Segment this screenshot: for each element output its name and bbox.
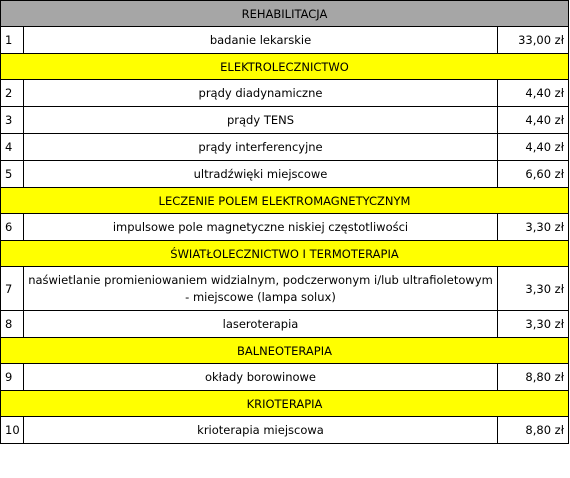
- item-name-cell: ultradźwięki miejscowe: [24, 161, 498, 188]
- item-number-cell: 8: [1, 311, 24, 338]
- item-price-cell: 4,40 zł: [498, 107, 569, 134]
- table-title-row: [1, 1, 569, 27]
- section-header-label: BALNEOTERAPIA: [1, 338, 569, 364]
- item-number-cell: 5: [1, 161, 24, 188]
- table-row: [1, 417, 569, 444]
- item-name-cell: naświetlanie promieniowaniem widzialnym, podczerwonym i/lub ultrafioletowym - miejscowe (lampa solux): [24, 267, 498, 311]
- table-row: [1, 161, 569, 188]
- table-row: [1, 27, 569, 54]
- item-price-cell: 3,30 zł: [498, 214, 569, 241]
- item-number-cell: 4: [1, 134, 24, 161]
- table-row: [1, 267, 569, 311]
- item-price-cell: 4,40 zł: [498, 80, 569, 107]
- item-number-cell: 7: [1, 267, 24, 311]
- item-price-cell: 8,80 zł: [498, 417, 569, 444]
- item-number-cell: 2: [1, 80, 24, 107]
- item-number-cell: 9: [1, 364, 24, 391]
- table-row: [1, 311, 569, 338]
- item-number-cell: 6: [1, 214, 24, 241]
- item-name-cell: krioterapia miejscowa: [24, 417, 498, 444]
- item-name-cell: prądy TENS: [24, 107, 498, 134]
- table-row: [1, 134, 569, 161]
- section-header-row: [1, 54, 569, 80]
- item-price-cell: 33,00 zł: [498, 27, 569, 54]
- item-name-cell: laseroterapia: [24, 311, 498, 338]
- item-number-cell: 10: [1, 417, 24, 444]
- section-header-row: [1, 338, 569, 364]
- table-title: REHABILITACJA: [1, 1, 569, 27]
- table-row: [1, 80, 569, 107]
- section-header-row: [1, 241, 569, 267]
- item-number-cell: 3: [1, 107, 24, 134]
- section-header-label: ŚWIATŁOLECZNICTWO I TERMOTERAPIA: [1, 241, 569, 267]
- item-name-cell: impulsowe pole magnetyczne niskiej częstotliwości: [24, 214, 498, 241]
- item-price-cell: 6,60 zł: [498, 161, 569, 188]
- item-name-cell: badanie lekarskie: [24, 27, 498, 54]
- section-header-label: LECZENIE POLEM ELEKTROMAGNETYCZNYM: [1, 188, 569, 214]
- item-price-cell: 3,30 zł: [498, 311, 569, 338]
- item-name-cell: okłady borowinowe: [24, 364, 498, 391]
- table-row: [1, 364, 569, 391]
- item-name-cell: prądy interferencyjne: [24, 134, 498, 161]
- item-name-cell: prądy diadynamiczne: [24, 80, 498, 107]
- table-row: [1, 107, 569, 134]
- section-header-label: KRIOTERAPIA: [1, 391, 569, 417]
- section-header-row: [1, 188, 569, 214]
- section-header-label: ELEKTROLECZNICTWO: [1, 54, 569, 80]
- item-price-cell: 4,40 zł: [498, 134, 569, 161]
- item-price-cell: 3,30 zł: [498, 267, 569, 311]
- item-number-cell: 1: [1, 27, 24, 54]
- table-row: [1, 214, 569, 241]
- price-list-body: [1, 1, 569, 444]
- section-header-row: [1, 391, 569, 417]
- item-price-cell: 8,80 zł: [498, 364, 569, 391]
